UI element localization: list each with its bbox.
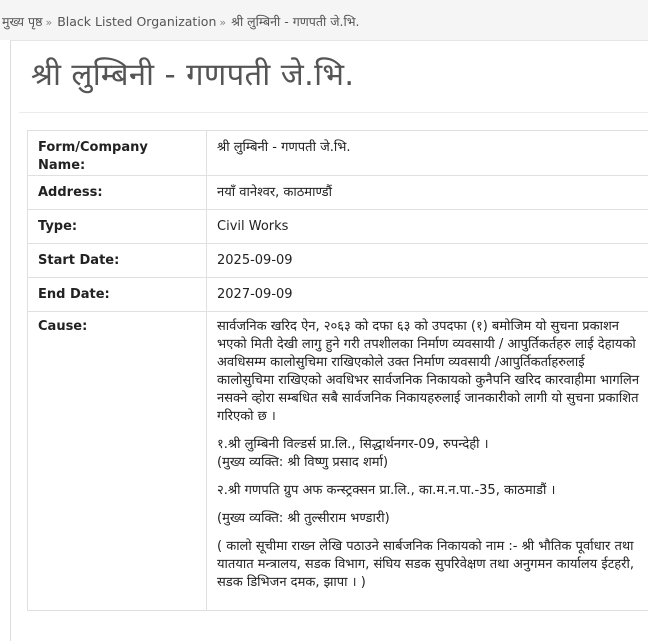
start-date-label: Start Date: <box>28 244 207 278</box>
firm-name: १.श्री लुम्बिनी विल्डर्स प्रा.लि., सिद्धार्थनगर-09, रुपन्देही । <box>217 437 489 452</box>
content-panel <box>10 40 648 641</box>
cause-firm-entry: २.श्री गणपति ग्रुप अफ कन्स्ट्रक्सन प्रा.लि., का.म.न.पा.-35, काठमाडौं । <box>217 482 643 500</box>
address-value: नयाँ वानेश्वर, काठमाण्डौं <box>207 176 648 210</box>
breadcrumb-home-link[interactable]: मुख्य पृष्ठ <box>2 14 42 29</box>
details-table <box>27 130 648 611</box>
table-row <box>28 176 648 210</box>
end-date-label: End Date: <box>28 278 207 312</box>
address-label: Address: <box>28 176 207 210</box>
table-row <box>28 244 648 278</box>
type-value: Civil Works <box>207 210 648 244</box>
table-row <box>28 131 648 176</box>
cause-paragraph: सार्वजनिक खरिद ऐन, २०६३ को दफा ६३ को उपदफा (१) बमोजिम यो सुचना प्रकाशन भएको मिती देखी लागु हुने गरी तपशीलका निर्माण व्यवसायी / आपुर्तिकर्तहरु लाई देहायको अवधिसम्म कालोसुचिमा राखिएकोले उक्त निर्माण व्यवसायी /आपुर्तिकर्ताहरुलाई कालोसुचिमा राखिएको अवधिभर सार्वजनिक निकायको कुनैपनि खरिद कारवाहीमा भागलिन नसक्ने व्होरा सम्बधित सबै सार्वजनिक निकायहरुलाई जानकारीको लागी यो सुचना प्रकाशित गरिएको छ । <box>217 318 643 426</box>
cause-firm-entry <box>217 436 643 472</box>
key-person: (मुख्य व्यक्ति: श्री तुल्सीराम भण्डारी) <box>217 510 643 528</box>
breadcrumb-separator: » <box>219 16 226 29</box>
key-person: (मुख्य व्यक्ति: श्री विष्णु प्रसाद शर्मा) <box>217 455 388 470</box>
type-label: Type: <box>28 210 207 244</box>
name-label: Form/Company Name: <box>28 131 207 176</box>
table-row <box>28 312 648 611</box>
end-date-value: 2027-09-09 <box>207 278 648 312</box>
table-row <box>28 210 648 244</box>
name-value: श्री लुम्बिनी - गणपती जे.भि. <box>207 131 648 176</box>
title-divider <box>19 112 648 113</box>
cause-note: ( कालो सूचीमा राख्न लेखि पठाउने सार्बजनिक निकायको नाम :- श्री भौतिक पूर्वाधार तथा यातयात मन्त्रालय, सडक विभाग, संघिय सडक सुपरिवेक्षण तथा अनुगमन कार्यालय ईटहरी, सडक डिभिजन दमक, झापा । ) <box>217 538 643 592</box>
breadcrumb-section-link[interactable]: Black Listed Organization <box>57 14 216 29</box>
cause-label: Cause: <box>28 312 207 611</box>
breadcrumb <box>0 0 648 40</box>
breadcrumb-current: श्री लुम्बिनी - गणपती जे.भि. <box>231 14 359 29</box>
cause-value <box>207 312 648 611</box>
page-title: श्री लुम्बिनी - गणपती जे.भि. <box>31 53 354 95</box>
table-row <box>28 278 648 312</box>
start-date-value: 2025-09-09 <box>207 244 648 278</box>
breadcrumb-separator: » <box>45 16 52 29</box>
